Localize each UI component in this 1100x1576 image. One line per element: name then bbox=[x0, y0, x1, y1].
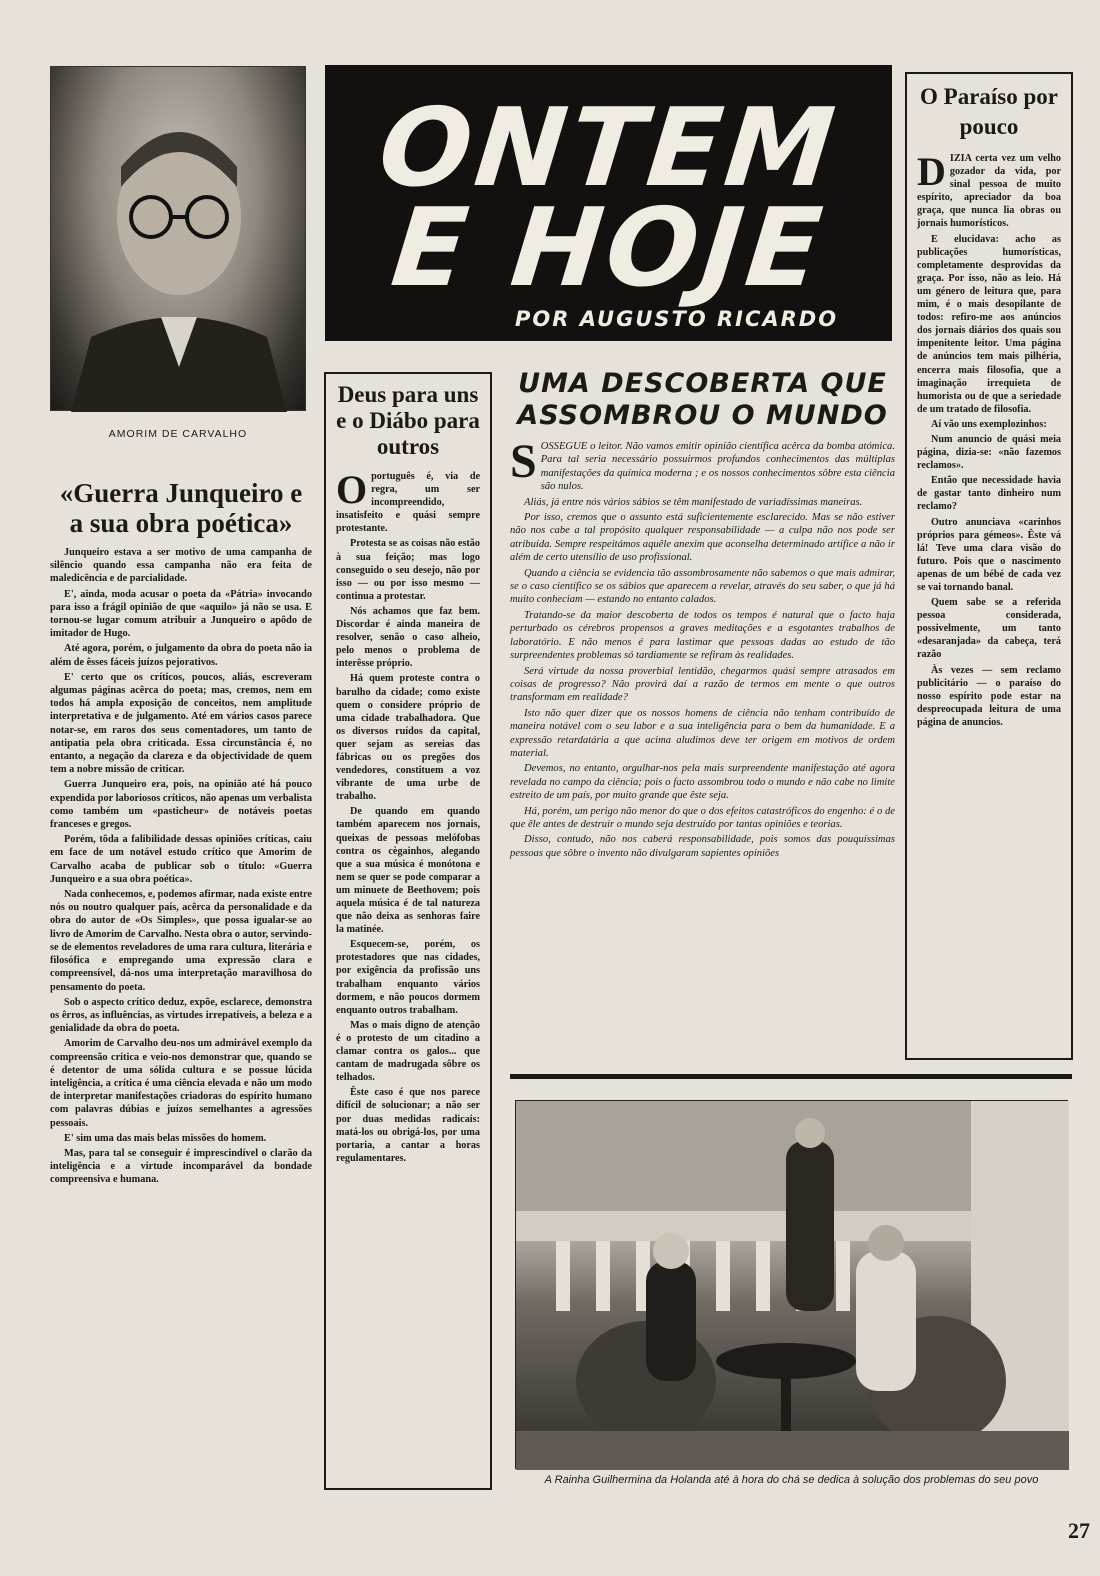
junqueiro-paragraph: Amorim de Carvalho deu-nos um admirável exemplo da compreensão crítica e veio-nos demonstrar que, quando se é detentor de uma sólida cultura e se possue lúcida inteligência, a crítica é uma ciência elevada e não um modo de interpretar manifestações criadoras do espírito humano com palavras dúbias e juízos semelhantes a agressões pessoais. bbox=[50, 1038, 312, 1129]
junqueiro-paragraph: E' sim uma das mais belas missões do homem. bbox=[64, 1132, 267, 1144]
deus-paragraph: Protesta se as coisas não estão à sua feição; mas logo conseguido o seu desejo, não por isso — ou por isso mesmo — continua a protestar. bbox=[336, 538, 480, 602]
paraiso-title: O Paraíso por pouco bbox=[920, 84, 1058, 139]
paraiso-paragraph: Às vezes — sem reclamo publicitário — o paraíso do nosso espírito pode estar na despreocupada leitura de uma página de anuncios. bbox=[917, 664, 1061, 728]
portrait-caption: AMORIM DE CARVALHO bbox=[108, 428, 248, 440]
paraiso-paragraph: Num anuncio de quási meia página, dizia-se: «não fazemos reclamos». bbox=[917, 433, 1061, 472]
tea-scene bbox=[516, 1101, 1069, 1470]
junqueiro-paragraph: Junqueiro estava a ser motivo de uma campanha de silêncio quando essa campanha não era feita de maledicência e de parcialidade. bbox=[50, 547, 312, 585]
paraiso-body bbox=[917, 149, 1061, 729]
junqueiro-paragraph: Nada conhecemos, e, podemos afirmar, nada existe entre nós ou noutro qualquer país, acêrca da personalidade e da obra do autor de «Os Simples», que possa igualar-se ao livro de Amorim de Carvalho. Nesta obra o autor, servindo-se de elementos reveladores de uma rara cultura, literária e filosófica e empregando uma expressão clara e compreensível, dá-nos uma interpretação maravilhosa do pensamento do poeta. bbox=[50, 889, 312, 993]
junqueiro-paragraph: E', ainda, moda acusar o poeta da «Pátria» invocando para isso a frágil opinião de que «aquilo» já não se usa. E tornou-se lugar comum atribuir a Junqueiro o apôdo de imitador de Hugo. bbox=[50, 588, 312, 640]
junqueiro-paragraph: Mas, para tal se conseguir é imprescindível o clarão da inteligência e a virtude incomparável da bondade compreensiva e humana. bbox=[50, 1147, 312, 1186]
deus-paragraph: português é, via de regra, um ser incompreendido, insatisfeito e quási sempre protestante. bbox=[336, 471, 480, 535]
banner-byline: POR AUGUSTO RICARDO bbox=[515, 307, 839, 331]
deus-dropcap: O bbox=[336, 467, 368, 512]
paraiso-paragraph: Quem sabe se a referida pessoa considerada, possivelmente, um tanto «desaranjada» da cabeça, terá razão bbox=[917, 597, 1061, 661]
section-banner bbox=[325, 65, 892, 341]
junqueiro-title: «Guerra Junqueiro e a sua obra poética» bbox=[59, 478, 303, 538]
descoberta-body bbox=[510, 435, 895, 862]
paraiso-box bbox=[905, 72, 1073, 1060]
descoberta-paragraph: Há, porém, um perigo não menor do que o dos efeitos catastróficos do engenho: é o de que êle antes de destruir o mundo seja destruído por tantas opiniões e teorias. bbox=[510, 805, 895, 830]
deus-title: Deus para uns e o Diábo para outros bbox=[336, 382, 480, 459]
descoberta-paragraph: Aliás, já entre nós vários sábios se têm manifestado de variadíssimas maneiras. bbox=[524, 496, 863, 508]
paraiso-paragraph: Então que necessidade havia de gastar tanto dinheiro num reclamo? bbox=[917, 475, 1061, 513]
deus-paragraph: Nós achamos que faz bem. Discordar é ainda maneira de resolver, senão o caso alheio, pelo menos o problema de interêsse próprio. bbox=[336, 605, 480, 670]
portrait-figure bbox=[51, 67, 307, 412]
paraiso-paragraph: Aí vão uns exemplozinhos: bbox=[931, 418, 1047, 430]
paraiso-paragraph: E elucidava: acho as publicações humorísticas, completamente desprovidas da graça. Por isso, não as leio. Há um género de leitura que, para mim, é o mais desopilante de todos: refiro-me aos anúncios dos jornais diários dos quais sou impenitente leitor. Uma página de anúncios tem mais pilhéria, encerra mais filosofia, que a imaginação irrequieta de humorista ou de que a seriedade de um tratado de filosofia. bbox=[917, 233, 1061, 415]
page-number: 27 bbox=[1068, 1518, 1090, 1543]
descoberta-title: UMA DESCOBERTA QUE ASSOMBROU O MUNDO bbox=[517, 368, 888, 431]
junqueiro-paragraph: Até agora, porém, o julgamento da obra do poeta não ia além de êsses fáceis juízos pejorativos. bbox=[50, 643, 312, 668]
junqueiro-paragraph: E' certo que os críticos, poucos, aliás, escreveram algumas páginas acêrca do poeta; mas, cremos, nem em todos há ampla exposição de conceitos, nem amplitude interpretativa e de julgamento. Até em vários casos parece notar-se, em raros dos seus comentadores, um tanto de antipatia pela obra criticada. Essa circunstância é, no entanto, a negação da clareza e da objectividade de quem tem a nobre missão de criticar. bbox=[50, 671, 312, 776]
photo-caption: A Rainha Guilhermina da Holanda até à hora do chá se dedica à solução dos problemas do seu povo bbox=[544, 1474, 1039, 1486]
descoberta-paragraph: OSSEGUE o leitor. Não vamos emitir opinião científica acêrca da bomba atómica. Para tal seria necessário possuirmos profundos conhecimentos das múltiplas manifestações da química moderna ; e os nossos conhecimentos sôbre esta ciência são nulos. bbox=[540, 441, 895, 493]
deus-paragraph: Há quem proteste contra o barulho da cidade; como existe quem o considere próprio de uma cidade trabalhadora. Que os diversos ruídos da capital, quer sejam as sereias das fábricas ou os pregões dos vendedores, constituem a voz vibrante de uma urbe de trabalho. bbox=[336, 673, 480, 803]
portrait-photo bbox=[50, 66, 306, 411]
junqueiro-paragraph: Guerra Junqueiro era, pois, na opinião até há pouco expendida por laboriosos críticos, não apenas um verbalista como também um «pasticheur» de notáveis poetas franceses e gregos. bbox=[50, 779, 312, 831]
banner-line-2: E HOJE bbox=[386, 186, 831, 311]
descoberta-paragraph: Disso, contudo, não nos caberá responsabilidade, pois somos das pouquíssimas pessoas que sôbre o invento não divulgaram sapientes opiniões bbox=[510, 834, 895, 859]
deus-body bbox=[336, 467, 480, 1165]
junqueiro-paragraph: Porém, tôda a falibilidade dessas opiniões críticas, caiu em face de um notável estudo crítico que Amorim de Carvalho acaba de publicar sob o título: «Guerra Junqueiro e a sua obra poética». bbox=[50, 834, 312, 885]
banner-line-1: ONTEM bbox=[373, 86, 844, 211]
paraiso-paragraph: Outro anunciava «carinhos próprios para gémeos». Êste vá lá! Teve uma clara visão do futuro. Pois que o nascimento apenas de um bébé de cada vez se vai tornando banal. bbox=[917, 516, 1061, 593]
junqueiro-body bbox=[50, 546, 312, 1189]
descoberta-dropcap: S bbox=[510, 435, 537, 488]
descoberta-paragraph: Quando a ciência se evidencia tão assombrosamente não sabemos o que mais admirar, se o caso científico se os sábios que aparecem a revelar, através do seu saber, o que já há muito conheciam — estando no entanto calados. bbox=[510, 567, 895, 606]
divider-rule bbox=[510, 1074, 1072, 1079]
descoberta-paragraph: Por isso, cremos que o assunto está suficientemente esclarecido. Mas se não estiver não nos cabe a tal propósito qualquer responsabilidade — a culpa não nos pode ser atribuída. Sempre respeitámos aquêle anexim que aconselha determinado artífice a não ir além de certo utensílio de uso profissional. bbox=[510, 512, 895, 564]
queen-photo bbox=[515, 1100, 1068, 1469]
descoberta-paragraph: Devemos, no entanto, orgulhar-nos pela mais surpreendente manifestação até agora revelada no campo da ciência; pois o facto assombrou todo o mundo e não cabe no limite estreito de um país, por muito grande que êste seja. bbox=[510, 763, 895, 802]
deus-paragraph: De quando em quando também aparecem nos jornais, queixas de pessoas melófobas contra os cègainhos, alegando que a sua música é monótona e nem se quer se pode comparar a um minuete de Beethovem; pois aquela música é de tal natureza que não deixa as senhoras faire la matinée. bbox=[336, 806, 480, 936]
descoberta-paragraph: Será virtude da nossa proverbial lentidão, chegarmos quási sempre atrasados em coisas de progresso? Não provirá daí a razão de termos em mente o que outros transformam em realidade? bbox=[510, 665, 895, 704]
junqueiro-paragraph: Sob o aspecto crítico deduz, expõe, esclarece, demonstra os êrros, as influências, as virtudes irrepatíveis, a beleza e a genialidade da obra do poeta. bbox=[50, 996, 312, 1035]
paraiso-dropcap: D bbox=[917, 149, 946, 194]
descoberta-paragraph: Tratando-se da maior descoberta de todos os tempos é natural que o facto haja perturbado os cérebros propensos a graves meditações e a esgotantes trabalhos de laboratório. E não menos é para lastimar que pessoas dadas ao estudo de tão surpreendentes problemas só tardiamente se refiram às realidades. bbox=[510, 609, 895, 662]
deus-paragraph: Mas o mais digno de atenção é o protesto de um citadino a clamar contra os galos... que cantam de madrugada sôbre os telhados. bbox=[336, 1019, 480, 1084]
deus-paragraph: Êste caso é que nos parece difícil de solucionar; a não ser por duas medidas radicais: matá-los ou obrigá-los, por uma portaria, a cantar a horas regulamentares. bbox=[336, 1087, 480, 1164]
deus-box bbox=[324, 372, 492, 1490]
paraiso-paragraph: IZIA certa vez um velho gozador da vida, por sinal pessoa de muito espírito, apreciador da boa graça, que nunca lia obras ou jornais humorísticos. bbox=[917, 153, 1061, 230]
descoberta-paragraph: Isto não quer dizer que os nossos homens de ciência não tenham contribuído de maneira notável com o seu labor e a sua inteligência para o bem da humanidade. E a expressão retardatária a que acima aludimos deve ter origem em motivos de ordem material. bbox=[510, 707, 895, 759]
deus-paragraph: Esquecem-se, porém, os protestadores que nas cidades, por exigência da profissão uns trabalham enquanto vários dormem, e não poucos dormem enquanto outros trabalham. bbox=[336, 939, 480, 1016]
